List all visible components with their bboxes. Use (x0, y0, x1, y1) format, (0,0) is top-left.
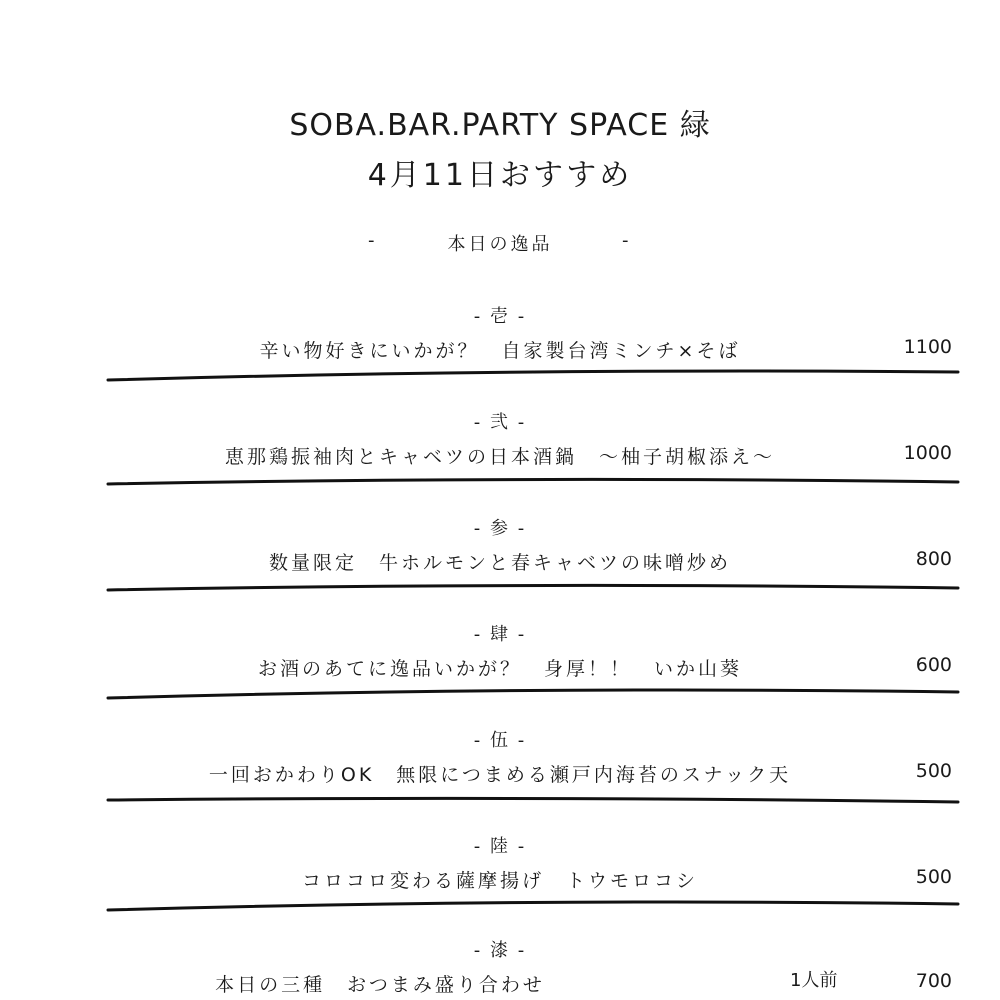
item-name: コロコロ変わる薩摩揚げ トウモロコシ (301, 870, 698, 892)
item-name: 本日の三種 おつまみ盛り合わせ (215, 974, 545, 996)
section-heading (0, 230, 1000, 260)
item-number: - 伍 - (473, 730, 527, 751)
menu-date-title: 4月11日おすすめ (367, 158, 633, 193)
section-label: 本日の逸品 (447, 234, 553, 255)
item-number: - 弐 - (473, 412, 527, 433)
item-price: 1100 (903, 336, 952, 358)
separator-line (100, 366, 960, 388)
item-portion-note: 1人前 (790, 970, 838, 991)
separator-line (100, 684, 960, 706)
menu-item (0, 936, 1000, 1000)
separator-line (100, 472, 960, 494)
menu-item (0, 302, 1000, 407)
separator-line (100, 896, 960, 918)
item-price: 800 (915, 548, 952, 570)
item-number: - 漆 - (473, 940, 527, 961)
item-number: - 壱 - (473, 306, 527, 327)
item-name: お酒のあてに逸品いかが？ 身厚！！ いか山葵 (257, 658, 742, 680)
separator-line (100, 790, 960, 812)
item-name: 恵那鶏振袖肉とキャベツの日本酒鍋 ～柚子胡椒添え～ (224, 446, 775, 468)
item-price: 600 (915, 654, 952, 676)
separator-line (100, 578, 960, 600)
item-price: 700 (915, 970, 952, 992)
item-name: 辛い物好きにいかが？ 自家製台湾ミンチ×そば (259, 340, 741, 362)
menu-item (0, 514, 1000, 619)
menu-item (0, 620, 1000, 725)
section-dash-right: - (622, 230, 629, 251)
menu-item (0, 408, 1000, 513)
section-dash-left: - (368, 230, 375, 251)
item-price: 500 (915, 866, 952, 888)
item-name: 数量限定 牛ホルモンと春キャベツの味噌炒め (268, 552, 731, 574)
shop-title: SOBA.BAR.PARTY SPACE 緑 (289, 108, 711, 143)
item-name: 一回おかわりOK 無限につまめる瀬戸内海苔のスナック天 (208, 764, 792, 786)
menu-item (0, 726, 1000, 831)
item-price: 1000 (903, 442, 952, 464)
item-price: 500 (915, 760, 952, 782)
menu-item (0, 832, 1000, 937)
item-number: - 陸 - (473, 836, 527, 857)
item-number: - 肆 - (473, 624, 527, 645)
item-number: - 参 - (473, 518, 527, 539)
